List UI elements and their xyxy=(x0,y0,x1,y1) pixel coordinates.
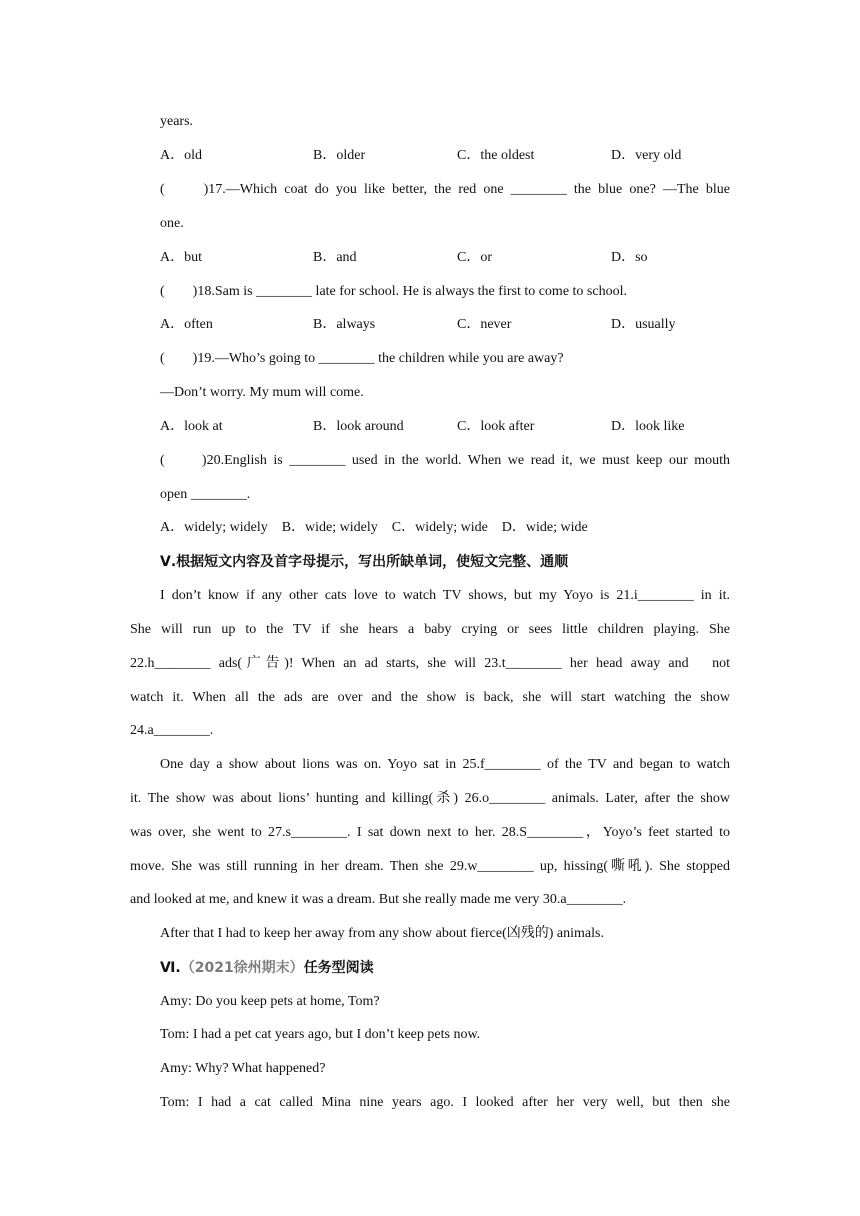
passage-line: was over, she went to 27.s________. I sat down next to her. 28.S________，Yoyo’s feet started to xyxy=(130,825,730,840)
option-b: B．look around xyxy=(313,419,404,434)
question-17-continuation: one. xyxy=(160,216,184,231)
option-a: A．often xyxy=(160,317,213,332)
question-19-reply: —Don’t worry. My mum will come. xyxy=(160,385,364,400)
option-c: C．or xyxy=(457,250,492,265)
option-a: A．but xyxy=(160,250,202,265)
option-a: A．look at xyxy=(160,419,223,434)
dialogue-line: Amy: Do you keep pets at home, Tom? xyxy=(160,994,380,1009)
question-20: ( )20.English is ________ used in the world. When we read it, we must keep our mouth xyxy=(160,453,730,468)
passage-line: I don’t know if any other cats love to watch TV shows, but my Yoyo is 21.i________ in it. xyxy=(160,588,730,603)
q16-continuation: years. xyxy=(160,114,194,129)
option-b: B．and xyxy=(313,250,357,265)
q16-options xyxy=(160,146,730,166)
passage-line: 24.a________. xyxy=(130,723,214,738)
section-6-number: Ⅵ. xyxy=(160,960,181,976)
passage-line: After that I had to keep her away from any show about fierce(凶残的) animals. xyxy=(160,926,604,941)
question-19: ( )19.—Who’s going to ________ the children while you are away? xyxy=(160,351,564,366)
section-6-heading xyxy=(160,958,730,978)
dialogue-line: Amy: Why? What happened? xyxy=(160,1061,326,1076)
passage-line: watch it. When all the ads are over and the show is back, she will start watching the show xyxy=(130,690,730,705)
option-d: D．usually xyxy=(611,317,676,332)
option-c: C．look after xyxy=(457,419,535,434)
dialogue-line: Tom: I had a cat called Mina nine years ago. I looked after her very well, but then she xyxy=(160,1095,730,1110)
q19-options xyxy=(160,417,730,437)
passage-line: 22.h________ ads(广告)! When an ad starts, she will 23.t________ her head away and not xyxy=(130,656,730,671)
passage-line: She will run up to the TV if she hears a baby crying or sees little children playing. She xyxy=(130,622,730,637)
option-a: A．old xyxy=(160,148,202,163)
section-6-title: 任务型阅读 xyxy=(303,960,374,976)
passage-line: move. She was still running in her dream. Then she 29.w________ up, hissing(嘶吼). She stopped xyxy=(130,859,730,874)
option-b: B．always xyxy=(313,317,376,332)
option-c: C．the oldest xyxy=(457,148,535,163)
dialogue-line: Tom: I had a pet cat years ago, but I don’t keep pets now. xyxy=(160,1027,481,1042)
passage-line: it. The show was about lions’ hunting and killing(杀) 26.o________ animals. Later, after the show xyxy=(130,791,730,806)
option-d: D．look like xyxy=(611,419,685,434)
option-d: D．so xyxy=(611,250,648,265)
option-c: C．never xyxy=(457,317,512,332)
q18-options xyxy=(160,315,730,335)
q20-options: A．widely; widely B．wide; widely C．widely; wide D．wide; wide xyxy=(160,520,588,535)
passage-line: One day a show about lions was on. Yoyo sat in 25.f________ of the TV and began to watch xyxy=(160,757,730,772)
question-18: ( )18.Sam is ________ late for school. He is always the first to come to school. xyxy=(160,284,627,299)
section-6-source: （2021徐州期末） xyxy=(180,960,304,976)
q17-options xyxy=(160,248,730,268)
passage-line: and looked at me, and knew it was a dream. But she really made me very 30.a________. xyxy=(130,892,627,907)
option-b: B．older xyxy=(313,148,366,163)
question-17: ( )17.—Which coat do you like better, the red one ________ the blue one? —The blue xyxy=(160,182,730,197)
option-d: D．very old xyxy=(611,148,682,163)
question-20-continuation: open ________. xyxy=(160,487,251,502)
section-5-heading: Ⅴ.根据短文内容及首字母提示，写出所缺单词，使短文完整、通顺 xyxy=(160,554,569,570)
